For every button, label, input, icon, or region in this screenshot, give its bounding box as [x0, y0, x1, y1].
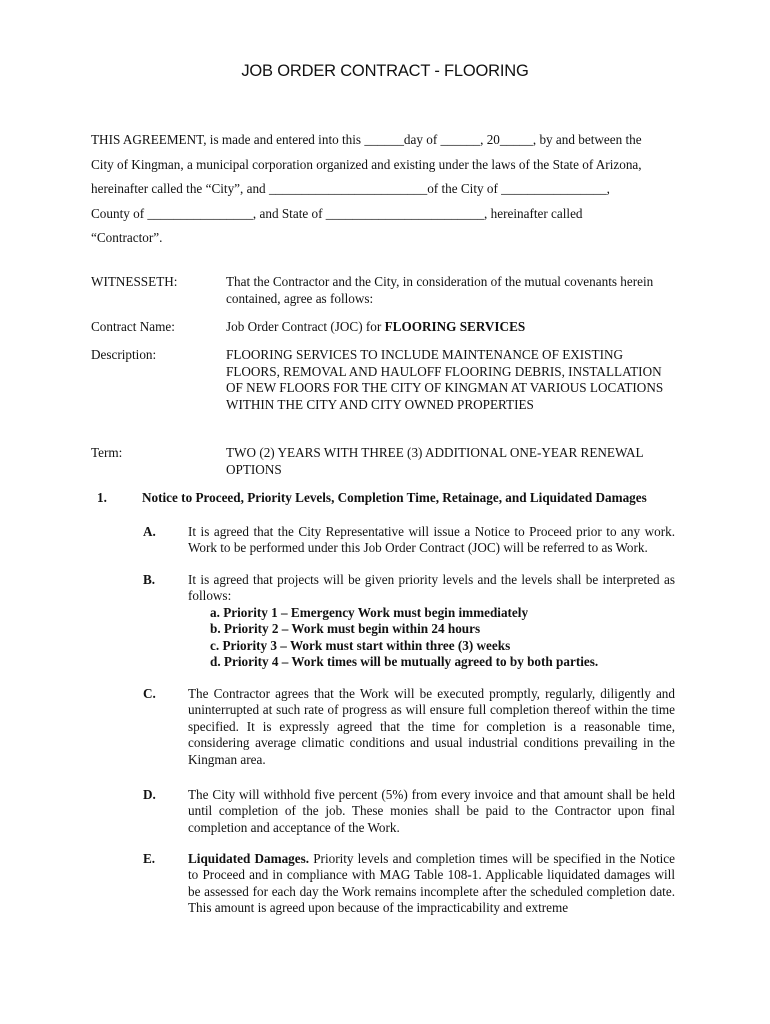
priority-list — [210, 605, 675, 671]
clause-letter: A. — [143, 524, 156, 539]
priority-item: c. Priority 3 – Work must start within three (3) weeks — [210, 637, 511, 653]
priority-item: d. Priority 4 – Work times will be mutually agreed to by both parties. — [210, 654, 599, 670]
term-label: Term: — [91, 445, 123, 460]
contract-name-bold: FLOORING SERVICES — [384, 319, 526, 334]
clause-text: It is agreed that projects will be given priority levels and the levels shall be interpreted as follows: — [188, 572, 675, 604]
clause-letter: E. — [143, 851, 156, 866]
section-number: 1. — [97, 490, 107, 505]
clause-letter: B. — [143, 572, 156, 587]
description-label: Description: — [91, 347, 157, 362]
clause-e-text: Priority levels and completion times will be specified in the Notice to Proceed and in compliance with MAG Table 108-1. Applicable liquidated damages will be assessed for each day the Work remains incomplete after the scheduled completion date. This amount is agreed upon because of the impracticability and extreme — [188, 851, 675, 916]
clause-text: It is agreed that the City Representative will issue a Notice to Proceed prior to any work. Work to be performed under this Job Order Contract (JOC) will be referred to as Work. — [188, 524, 675, 556]
description-text: FLOORING SERVICES TO INCLUDE MAINTENANCE OF EXISTING FLOORS, REMOVAL AND HAULOFF FLOORING DEBRIS, INSTALLATION OF NEW FLOORS FOR THE CITY OF KINGMAN AT VARIOUS LOCATIONS WITHIN THE CITY AND CITY OWNED PROPERTIES — [226, 347, 664, 412]
clause-letter: C. — [143, 686, 156, 701]
intro-line: County of ________________, and State of ________________________, hereinafter called — [91, 205, 583, 221]
clause-text: The Contractor agrees that the Work will be executed promptly, regularly, diligently and uninterrupted at such rate of progress as will ensure full completion thereof within the time specified. It is expressly agreed that the time for completion is a reasonable time, considering average climatic conditions and usual industrial conditions prevailing in the Kingman area. — [188, 686, 675, 767]
term-text: TWO (2) YEARS WITH THREE (3) ADDITIONAL ONE-YEAR RENEWAL OPTIONS — [226, 445, 644, 477]
contract-name-value — [226, 319, 671, 336]
clause-text: The City will withhold five percent (5%) from every invoice and that amount shall be held until completion of the job. These monies shall be paid to the Contractor upon final completion and acceptance of the Work. — [188, 787, 675, 835]
intro-line: City of Kingman, a municipal corporation organized and existing under the laws of the State of Arizona, — [91, 156, 642, 172]
clause-text — [188, 851, 675, 917]
intro-line: THIS AGREEMENT, is made and entered into this ______day of ______, 20_____, by and between the — [91, 132, 642, 147]
agreement-intro — [91, 128, 691, 251]
document-title: JOB ORDER CONTRACT - FLOORING — [241, 62, 529, 80]
priority-item: a. Priority 1 – Emergency Work must begin immediately — [210, 604, 529, 620]
intro-line: “Contractor”. — [91, 230, 163, 246]
section-title: Notice to Proceed, Priority Levels, Completion Time, Retainage, and Liquidated Damages — [142, 490, 647, 505]
clause-letter: D. — [143, 787, 156, 802]
contract-name-label: Contract Name: — [91, 319, 175, 334]
witnesseth-text: That the Contractor and the City, in consideration of the mutual covenants herein contained, agree as follows: — [226, 274, 654, 306]
witnesseth-label: WITNESSETH: — [91, 274, 178, 289]
contract-name-text: Job Order Contract (JOC) for — [226, 319, 385, 334]
clause-e-heading: Liquidated Damages. — [188, 851, 310, 866]
priority-item: b. Priority 2 – Work must begin within 24 hours — [210, 621, 481, 637]
intro-line: hereinafter called the “City”, and ________________________of the City of ________________, — [91, 181, 610, 197]
